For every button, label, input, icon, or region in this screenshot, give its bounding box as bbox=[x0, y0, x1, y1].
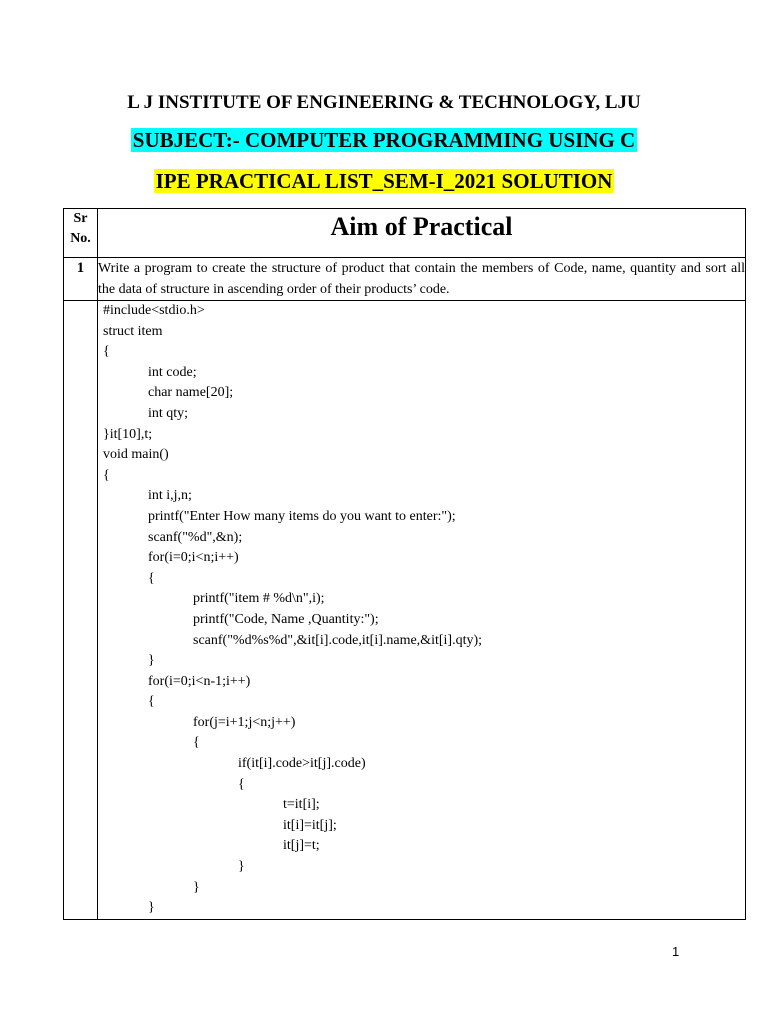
practical-list-title bbox=[0, 169, 768, 194]
table-header-row bbox=[64, 209, 746, 258]
code-line: int code; bbox=[148, 364, 197, 380]
code-line: } bbox=[148, 653, 155, 669]
row-number-empty bbox=[64, 301, 98, 920]
code-line: #include<stdio.h> bbox=[103, 303, 205, 318]
code-line: for(j=i+1;j<n;j++) bbox=[193, 714, 296, 730]
sr-no-header bbox=[64, 209, 98, 258]
code-line: { bbox=[148, 570, 155, 586]
page-number: 1 bbox=[672, 944, 680, 959]
table-row-code bbox=[64, 301, 746, 920]
table-row bbox=[64, 258, 746, 301]
code-line: { bbox=[103, 344, 110, 360]
sr-header-line2: No. bbox=[70, 231, 91, 246]
practical-list-title-text: IPE PRACTICAL LIST_SEM-I_2021 SOLUTION bbox=[155, 169, 613, 193]
code-line: it[j]=t; bbox=[283, 838, 320, 854]
sr-header-line1: Sr bbox=[73, 211, 88, 226]
code-line: { bbox=[238, 776, 245, 792]
code-line: printf("Code, Name ,Quantity:"); bbox=[193, 611, 379, 627]
code-line: struct item bbox=[103, 323, 163, 339]
code-block bbox=[98, 301, 745, 919]
row-aim-text: Write a program to create the structure of product that contain the members of Code, name, quantity and sort all the data of structure in ascending order of their products’ code. bbox=[98, 258, 746, 301]
subject-title bbox=[0, 128, 768, 153]
code-line: for(i=0;i<n;i++) bbox=[148, 550, 239, 566]
row-number: 1 bbox=[64, 258, 98, 301]
code-line: int i,j,n; bbox=[148, 488, 192, 504]
code-line: it[i]=it[j]; bbox=[283, 817, 337, 833]
code-line: for(i=0;i<n-1;i++) bbox=[148, 673, 251, 689]
institute-title bbox=[0, 92, 768, 114]
code-line: } bbox=[148, 900, 155, 916]
practical-table bbox=[63, 208, 746, 920]
code-line: } bbox=[238, 859, 245, 875]
code-line: }it[10],t; bbox=[103, 426, 153, 442]
code-line: { bbox=[103, 467, 110, 483]
code-line: int qty; bbox=[148, 405, 189, 421]
subject-title-text: SUBJECT:- COMPUTER PROGRAMMING USING C bbox=[132, 128, 636, 152]
code-line: { bbox=[193, 735, 200, 751]
code-line: t=it[i]; bbox=[283, 797, 320, 813]
code-line: char name[20]; bbox=[148, 385, 234, 401]
code-line: if(it[i].code>it[j].code) bbox=[238, 756, 366, 772]
code-cell bbox=[98, 301, 746, 920]
code-line: } bbox=[193, 879, 200, 895]
code-line: printf("item # %d\n",i); bbox=[193, 591, 325, 607]
code-line: scanf("%d",&n); bbox=[148, 529, 243, 545]
code-line: printf("Enter How many items do you want to enter:"); bbox=[148, 508, 456, 524]
aim-header: Aim of Practical bbox=[98, 209, 746, 258]
code-line: void main() bbox=[103, 447, 169, 463]
code-line: scanf("%d%s%d",&it[i].code,it[i].name,&it[i].qty); bbox=[193, 632, 483, 648]
institute-title-text: L J INSTITUTE OF ENGINEERING & TECHNOLOGY, LJU bbox=[127, 92, 641, 113]
code-line: { bbox=[148, 694, 155, 710]
